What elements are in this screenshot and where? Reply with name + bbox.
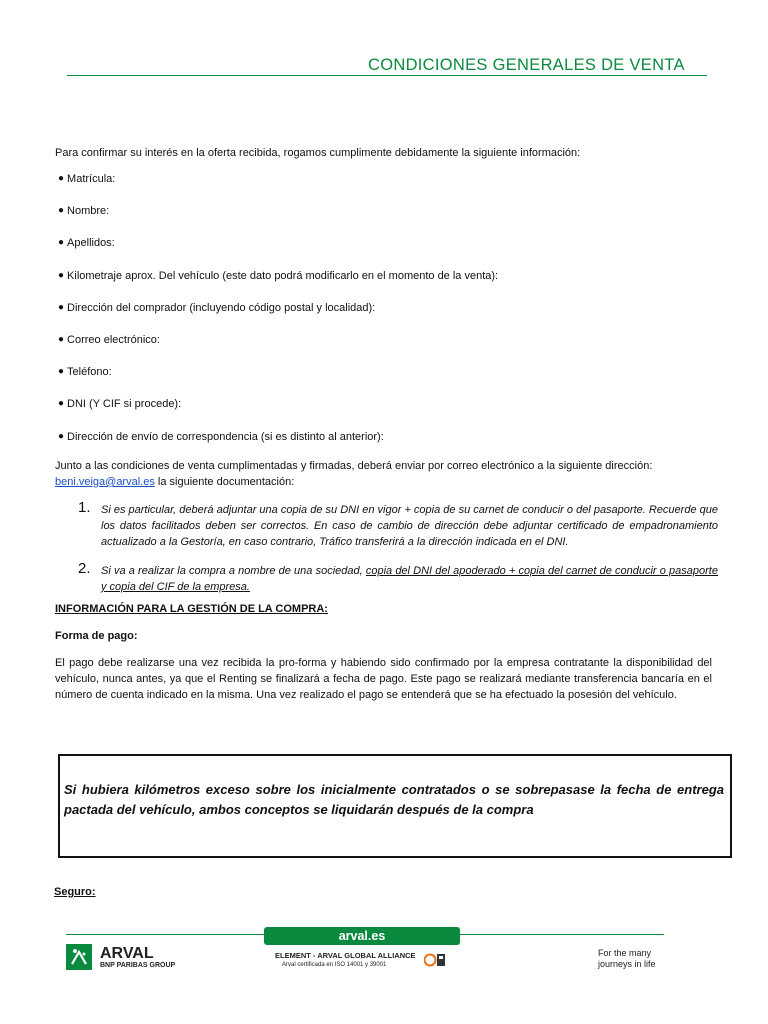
notice-box	[58, 754, 732, 858]
list-item: ● Matrícula:	[58, 173, 116, 185]
section-heading: INFORMACIÓN PARA LA GESTIÓN DE LA COMPRA:	[55, 603, 328, 615]
iso-text: Arval certificada en ISO 14001 y 39001	[282, 962, 387, 968]
document-item-2: 2. Si va a realizar la compra a nombre de una sociedad, copia del DNI del apoderado + copia del carnet de conducir o pasaporte y copia del CIF de la empresa.	[78, 560, 718, 593]
certification-icon	[424, 952, 446, 968]
bullet-icon: ●	[58, 366, 65, 378]
list-item: ● Kilometraje aprox. Del vehículo (este dato podrá modificarlo en el momento de la venta):	[58, 269, 499, 282]
tagline: For the many journeys in life	[598, 948, 656, 969]
field-list	[55, 171, 498, 461]
list-item: ● Dirección de envío de correspondencia (si es distinto al anterior):	[58, 430, 384, 443]
seguro-heading: Seguro:	[54, 886, 96, 898]
notice-text: Si hubiera kilómetros exceso sobre los inicialmente contratados o se sobrepasase la fecha de entrega pactada del vehículo, ambos conceptos se liquidarán después de la compra	[64, 782, 724, 817]
payment-paragraph: El pago debe realizarse una vez recibida la pro-forma y habiendo sido confirmado por la empresa contratante la disponibilidad del vehículo, nunca antes, ya que el Renting se finalizará a fecha de pago. Este pago se realizará mediante transferencia bancaría en el número de cuenta indicado en la misma. Una vez realizado el pago se entenderá que se ha efectuado la posesión del vehículo.	[55, 657, 712, 701]
footer-site-link[interactable]: arval.es	[264, 927, 460, 945]
item-number: 1.	[78, 499, 91, 516]
list-item: ● DNI (Y CIF si procede):	[58, 398, 182, 411]
subheading-forma-pago: Forma de pago:	[55, 630, 138, 642]
item-number: 2.	[78, 560, 91, 577]
list-item: ● Correo electrónico:	[58, 333, 160, 346]
document-title: CONDICIONES GENERALES DE VENTA	[368, 56, 685, 74]
list-item: ● Nombre:	[58, 205, 110, 218]
list-item: ● Teléfono:	[58, 366, 112, 379]
list-item: ● Apellidos:	[58, 237, 115, 250]
title-divider	[67, 75, 707, 76]
brand-subtitle: BNP PARIBAS GROUP	[100, 962, 176, 969]
bullet-icon: ●	[58, 269, 65, 281]
bullet-icon: ●	[58, 173, 65, 184]
email-link[interactable]: beni.veiga@arval.es	[55, 476, 155, 488]
bullet-icon: ●	[58, 205, 65, 217]
intro-text: Para confirmar su interés en la oferta recibida, rogamos cumplimente debidamente la siguiente información:	[55, 147, 581, 159]
list-item: ● Dirección del comprador (incluyendo código postal y localidad):	[58, 301, 376, 314]
documentation-paragraph: Junto a las condiciones de venta cumplimentadas y firmadas, deberá enviar por correo electrónico a la siguiente dirección: beni.veiga@arval.es la siguiente documentación:	[55, 460, 653, 488]
bullet-icon: ●	[58, 301, 65, 313]
document-item-1: 1. Si es particular, deberá adjuntar una copia de su DNI en vigor + copia de su carnet de conducir o del pasaporte. Recuerde que los datos facilitados deben ser correctos. En caso de cambio de dirección debe adjuntar certificado de empadronamiento actualizado a la Gestoría, en caso contrario, Tráfico transferirá a la dirección indicada en el DNI.	[78, 499, 718, 548]
bullet-icon: ●	[58, 398, 65, 410]
alliance-text: ELEMENT - ARVAL GLOBAL ALLIANCE	[275, 951, 416, 960]
brand-name: ARVAL	[100, 945, 154, 962]
bullet-icon: ●	[58, 237, 65, 249]
bullet-icon: ●	[58, 333, 65, 345]
arval-logo-icon	[66, 944, 92, 970]
bullet-icon: ●	[58, 430, 65, 442]
